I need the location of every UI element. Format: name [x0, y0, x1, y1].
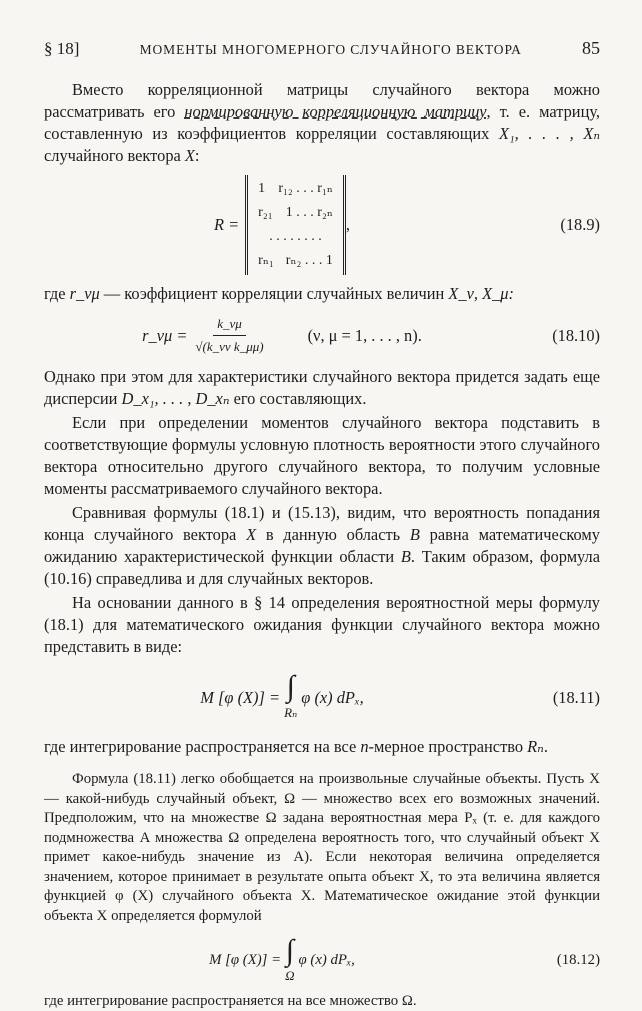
paragraph-measure: На основании данного в § 14 определения вероятностной меры формулу (18.1) для математического ожидания функции случайного вектора можно представить в виде: — [44, 592, 600, 658]
integral-sign: ∫ Rₙ — [284, 672, 297, 724]
correlation-matrix: 1 r₁₂ . . . r₁ₙ r₂₁ 1 . . . r₂ₙ . . . . . . . . rₙ₁ rₙ₂ . . . 1 — [245, 175, 346, 275]
page-number: 85 — [582, 38, 600, 59]
section-mark: § 18] — [44, 39, 79, 59]
equation-number: (18.10) — [520, 325, 600, 347]
equation-18-10: r_νμ = $\frac{k\_\nu\mu}{\text{√(k\_νν k\_μμ)}}$ (ν, μ = 1, . . . , n). (18.10) — [44, 313, 600, 358]
page — [44, 38, 600, 1011]
running-header — [44, 38, 600, 59]
paragraph-generalization: Формула (18.11) легко обобщается на произвольные случайные объекты. Пусть X — какой-нибудь случайный объект, Ω — множество всех его возможных значений. Предположим, что на множестве Ω задана вероятностная мера Pₓ (т. е. для каждого подмножества A множества Ω определена вероятность того, что случайный объект X примет какое-нибудь значение из A). Если некоторая величина определяется значением, которое принимает в результате опыта объект X, то эта величина является функцией φ (X) случайного объекта X. Математическое ожидание этой функции объекта X определяется формулой — [44, 770, 600, 926]
fraction: $\frac{k\_\nu\mu}{\text{√(k\_νν k\_μμ)}}$ — [191, 313, 267, 358]
paragraph-conditional-moments: Если при определении моментов случайного вектора подставить в соответствующие формулы условную плотность вероятности этого случайного вектора относительно другого случайного вектора, то получим условные моменты рассматриваемого случайного вектора. — [44, 412, 600, 500]
equation-number: (18.12) — [520, 951, 600, 971]
paragraph-probability: Сравнивая формулы (18.1) и (15.13), видим, что вероятность попадания конца случайного вектора X в данную область B равна математическому ожиданию характеристической функции области B. Таким образом, формула (10.16) справедлива и для случайных векторов. — [44, 502, 600, 590]
paragraph-integration-domain: где интегрирование распространяется на все n-мерное пространство Rₙ. — [44, 736, 600, 758]
integral-sign: ∫ Ω — [285, 936, 294, 986]
equation-number: (18.9) — [520, 214, 600, 236]
paragraph-variances: Однако при этом для характеристики случайного вектора придется задать еще дисперсии D_x₁, . . . , D_xₙ его составляющих. — [44, 366, 600, 410]
main-text — [44, 79, 600, 758]
paragraph-coefficient: где r_νμ — коэффициент корреляции случайных величин X_ν, X_μ: — [44, 283, 600, 305]
small-print-note — [44, 770, 600, 1011]
equation-18-12: M [φ (X)] = ∫ Ω φ (x) dPₓ, (18.12) — [44, 936, 600, 986]
paragraph-omega: где интегрирование распространяется на все множество Ω. — [44, 992, 600, 1011]
equation-18-11: M [φ (X)] = ∫ Rₙ φ (x) dPₓ, (18.11) — [44, 672, 600, 724]
equation-18-9: R = 1 r₁₂ . . . r₁ₙ r₂₁ 1 . . . r₂ₙ . . . . . . . . rₙ₁ rₙ₂ . . . 1 , (18.9) — [44, 175, 600, 275]
term-normalized-matrix: нормированную корреляционную матрицу — [184, 102, 486, 121]
header-title: МОМЕНТЫ МНОГОМЕРНОГО СЛУЧАЙНОГО ВЕКТОРА — [140, 42, 522, 58]
equation-number: (18.11) — [520, 687, 600, 709]
paragraph-normalized-matrix: Вместо корреляционной матрицы случайного вектора можно рассматривать его нормированную корреляционную матрицу, т. е. матрицу, составленную из коэффициентов корреляции составляющих X₁, . . . , Xₙ случайного вектора X: — [44, 79, 600, 167]
